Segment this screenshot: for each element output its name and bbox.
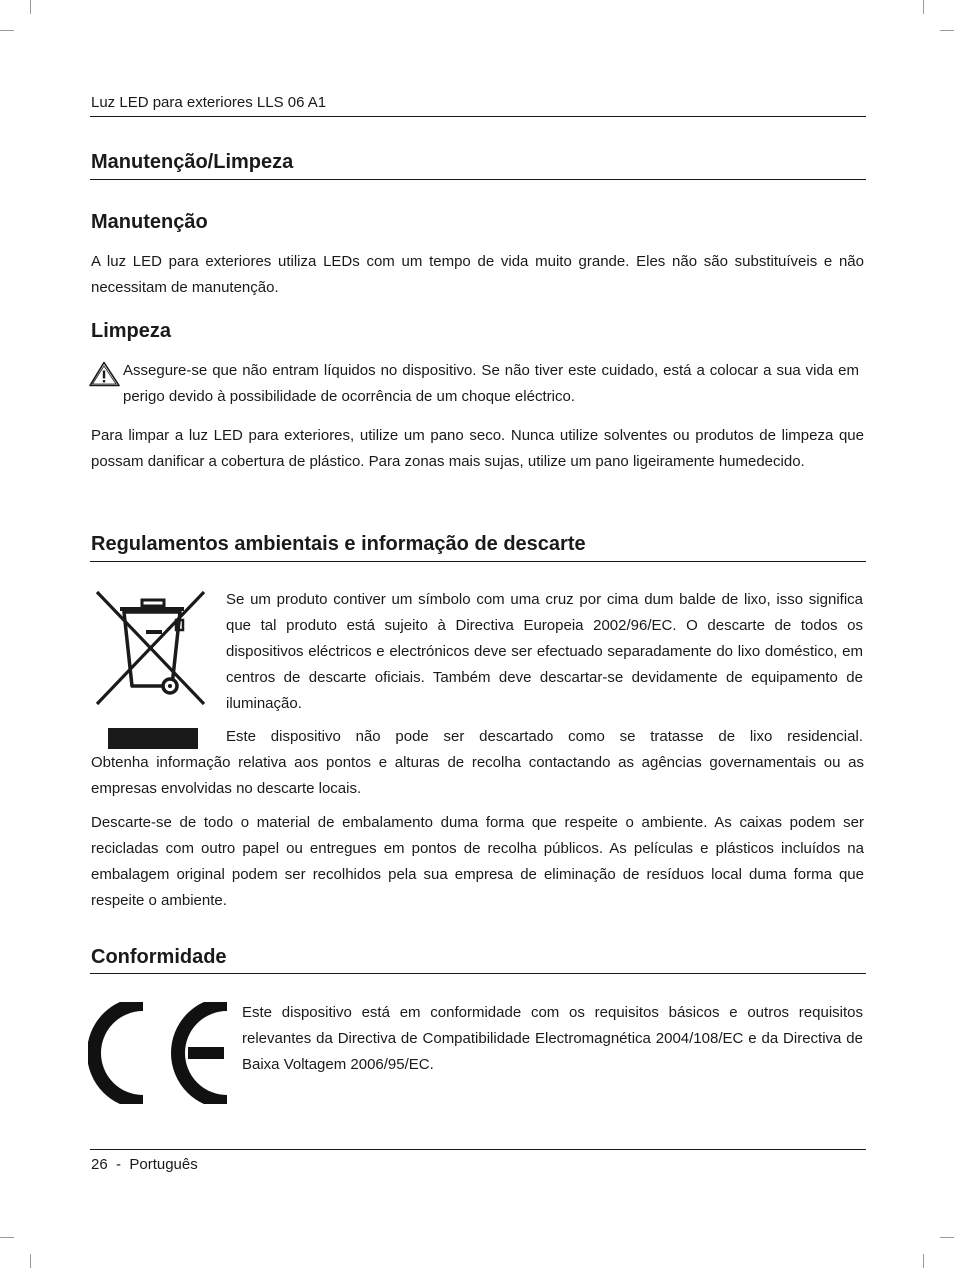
section-title-maintenance: Manutenção/Limpeza [91, 151, 294, 173]
paragraph-environment-2: Obtenha informação relativa aos pontos e alturas de recolha contactando as agências governamentais ou as empresas envolvidas no descarte locais. [91, 754, 864, 797]
paragraph-environment-2-line1: Este dispositivo não pode ser descartado como se tratasse de lixo residencial. [226, 728, 863, 745]
page-number: 26 - Português [91, 1156, 198, 1173]
crop-mark [0, 1237, 14, 1238]
section-title-environment: Regulamentos ambientais e informação de descarte [91, 533, 586, 555]
paragraph-conformity: Este dispositivo está em conformidade com os requisitos básicos e outros requisitos relevantes da Directiva de Compatibilidade Electromagnética 2004/108/EC e da Directiva de Baixa Voltagem 2006/95/EC. [242, 1004, 863, 1073]
header-rule [90, 116, 866, 117]
crop-mark [940, 30, 954, 31]
footer-rule [90, 1149, 866, 1150]
subsection-title-limpeza: Limpeza [91, 320, 172, 342]
warning-text: Assegure-se que não entram líquidos no dispositivo. Se não tiver este cuidado, está a colocar a sua vida em perigo devido à possibilidade de ocorrência de um choque eléctrico. [123, 362, 859, 405]
crop-mark [0, 30, 14, 31]
section-title-conformity: Conformidade [91, 946, 227, 968]
crop-mark [940, 1237, 954, 1238]
crop-mark [923, 1254, 924, 1268]
section-rule [90, 973, 866, 974]
section-rule [90, 179, 866, 180]
paragraph-environment-3: Descarte-se de todo o material de embalamento duma forma que respeite o ambiente. As caixas podem ser recicladas com outro papel ou entregues em pontos de recolha públicos. As películas e plásticos incluídos na embalagem original podem ser recolhidos pela sua empresa de eliminação de resíduos local duma forma que respeite o ambiente. [91, 814, 864, 909]
running-header: Luz LED para exteriores LLS 06 A1 [91, 94, 327, 111]
crop-mark [30, 0, 31, 14]
crop-mark [30, 1254, 31, 1268]
paragraph-manutencao: A luz LED para exteriores utiliza LEDs com um tempo de vida muito grande. Eles não são substituíveis e não necessitam de manutenção. [91, 253, 864, 296]
ce-mark-icon [88, 1002, 230, 1104]
paragraph-environment-1: Se um produto contiver um símbolo com uma cruz por cima dum balde de lixo, isso significa que tal produto está sujeito à Directiva Europeia 2002/96/EC. O descarte de todos os dispositivos eléctricos e electrónicos deve ser efectuado separadamente do lixo doméstico, em centros de descarte oficiais. Também deve descartar-se devidamente de equipamento de iluminação. [226, 591, 863, 712]
crossed-out-wheelie-bin-icon [94, 588, 206, 752]
paragraph-limpeza: Para limpar a luz LED para exteriores, utilize um pano seco. Nunca utilize solventes ou produtos de limpeza que possam danificar a cobertura de plástico. Para zonas mais sujas, utilize um pano ligeiramente humedecido. [91, 427, 864, 470]
crop-mark [923, 0, 924, 14]
section-rule [90, 561, 866, 562]
warning-triangle-icon [89, 361, 121, 387]
subsection-title-manutencao: Manutenção [91, 211, 208, 233]
